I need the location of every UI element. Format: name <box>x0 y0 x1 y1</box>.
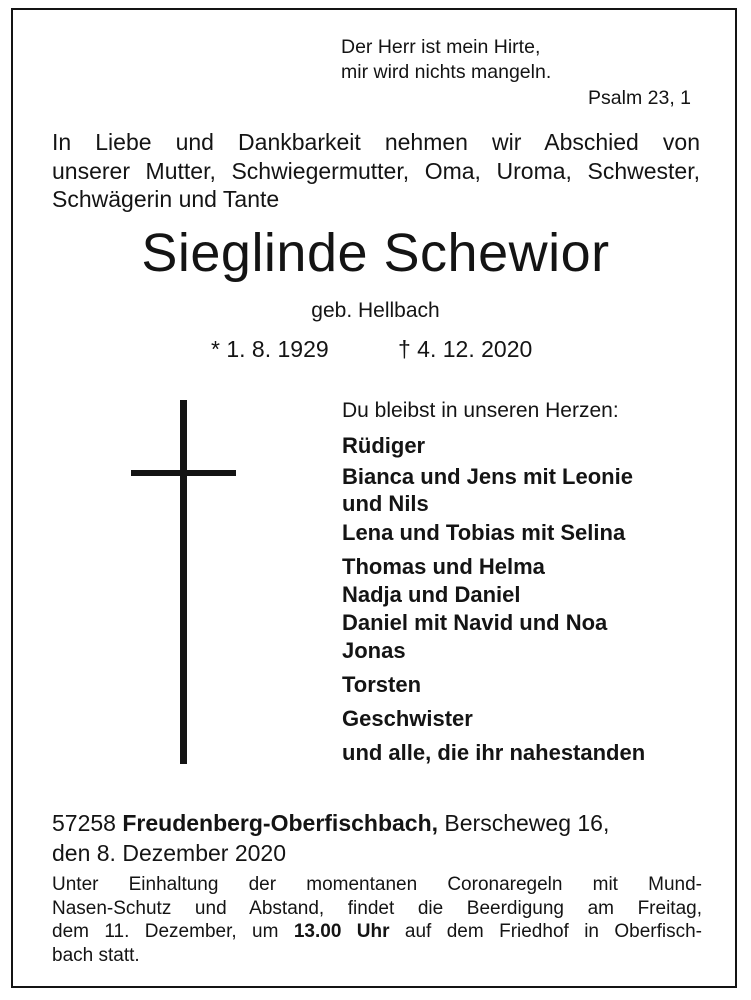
intro-line-3: Schwägerin und Tante <box>52 186 280 212</box>
psalm-source: Psalm 23, 1 <box>588 87 691 109</box>
mourners-intro: Du bleibst in unseren Herzen: <box>342 399 619 422</box>
notice-line-1: Unter Einhaltung der momentanen Coronaregeln mit Mund- <box>52 874 702 895</box>
birth-name: geb. Hellbach <box>311 299 440 322</box>
funeral-time: 13.00 Uhr <box>293 921 390 942</box>
cross-horizontal-bar <box>131 470 236 476</box>
death-date: † 4. 12. 2020 <box>398 336 533 362</box>
mourner-name: Rüdiger <box>342 433 426 458</box>
mourner-name: Jonas <box>342 638 406 663</box>
notice-date: den 8. Dezember 2020 <box>52 840 286 866</box>
funeral-notice <box>52 873 702 967</box>
psalm-quote-line-2: mir wird nichts mangeln. <box>341 61 552 83</box>
intro-line-2: unserer Mutter, Schwiegermutter, Oma, Uroma, Schwester, <box>52 157 700 184</box>
place-name: Freudenberg-Oberfischbach, <box>122 810 439 836</box>
mourner-name: Bianca und Jens mit Leonie <box>342 464 633 489</box>
mourner-name: Daniel mit Navid und Noa <box>342 610 608 635</box>
mourner-name: Geschwister <box>342 706 473 731</box>
mourner-name: Nadja und Daniel <box>342 582 521 607</box>
mourner-name: Thomas und Helma <box>342 554 545 579</box>
notice-line-3-end: auf dem Friedhof in Oberfisch- <box>404 921 703 942</box>
notice-line-4: bach statt. <box>52 944 140 966</box>
notice-line-3-start: dem 11. Dezember, um <box>52 921 279 942</box>
notice-line-3 <box>52 920 702 944</box>
mourner-name: Torsten <box>342 672 422 697</box>
psalm-quote-line-1: Der Herr ist mein Hirte, <box>341 36 541 58</box>
mourner-name: und alle, die ihr nahestanden <box>342 740 646 765</box>
address-line <box>52 810 609 837</box>
intro-line-1: In Liebe und Dankbarkeit nehmen wir Abschied von <box>52 129 700 155</box>
notice-line-2: Nasen-Schutz und Abstand, findet die Beerdigung am Freitag, <box>52 897 702 919</box>
deceased-name: Sieglinde Schewior <box>141 223 610 283</box>
birth-date: * 1. 8. 1929 <box>211 336 329 362</box>
mourner-name: und Nils <box>342 491 429 516</box>
postcode: 57258 <box>52 810 116 836</box>
cross-vertical-bar <box>180 400 187 764</box>
street: Berscheweg 16, <box>444 810 610 836</box>
intro-text <box>52 128 700 214</box>
mourner-name: Lena und Tobias mit Selina <box>342 520 626 545</box>
